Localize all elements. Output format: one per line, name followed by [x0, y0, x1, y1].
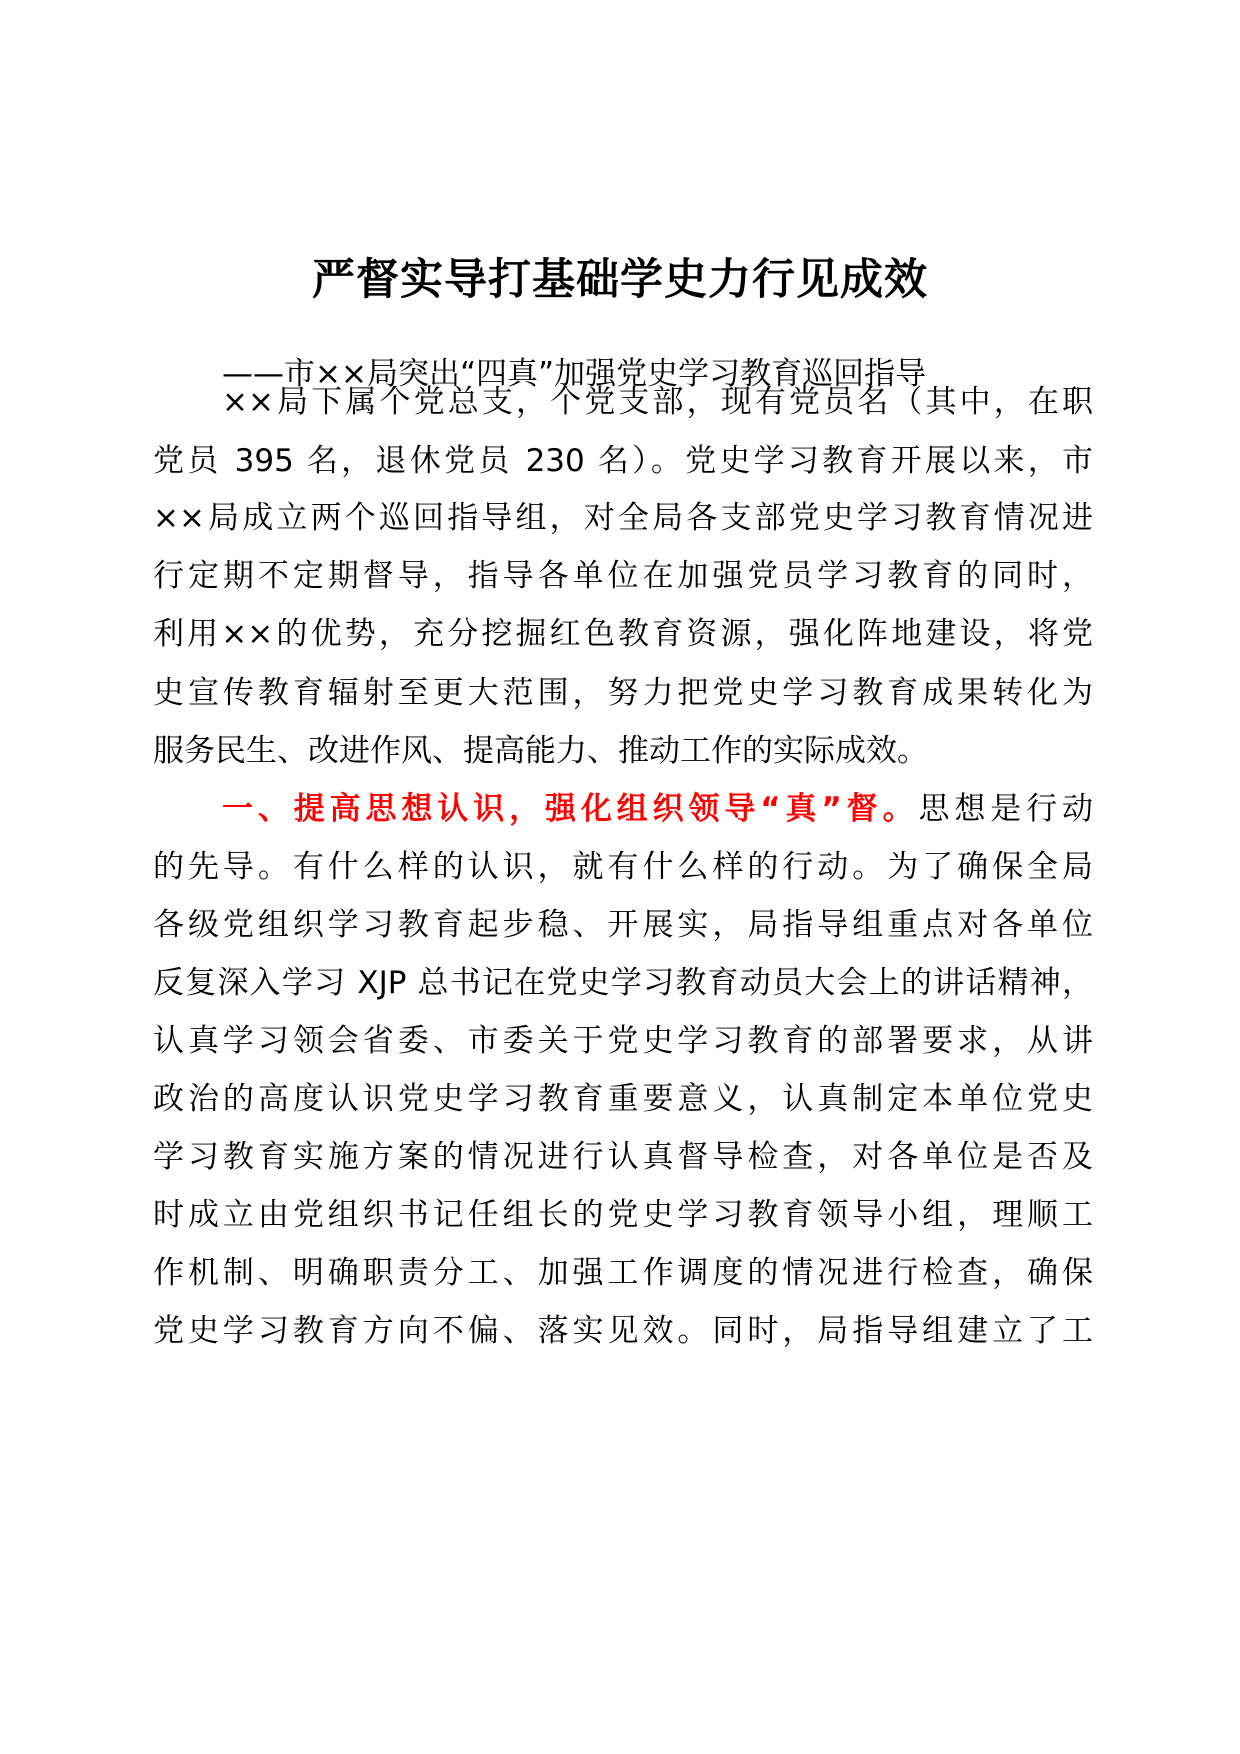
paragraph-2-line: 认真学习领会省委、市委关于党史学习教育的部署要求，从讲 — [153, 1023, 1093, 1059]
paragraph-1-line: 行定期不定期督导，指导各单位在加强党员学习教育的同时， — [153, 558, 1093, 594]
paragraph-1-line: ××局成立两个巡回指导组，对全局各支部党史学习教育情况进 — [153, 500, 1093, 536]
paragraph-2-first-line — [222, 785, 1093, 833]
paragraph-2-line: 的先导。有什么样的认识，就有什么样的行动。为了确保全局 — [153, 849, 1093, 885]
paragraph-1-line: 利用××的优势，充分挖掘红色教育资源，强化阵地建设，将党 — [153, 616, 1093, 652]
paragraph-2-line: 时成立由党组织书记任组长的党史学习教育领导小组，理顺工 — [153, 1197, 1093, 1233]
paragraph-2-line: 政治的高度认识党史学习教育重要意义，认真制定本单位党史 — [153, 1081, 1093, 1117]
paragraph-1-line: 党员 395 名，退休党员 230 名）。党史学习教育开展以来，市 — [153, 443, 1093, 479]
document-subtitle: ——市××局突出“四真”加强党史学习教育巡回指导 — [222, 356, 927, 392]
paragraph-2-line: 各级党组织学习教育起步稳、开展实，局指导组重点对各单位 — [153, 907, 1093, 943]
paragraph-1-line: 服务民生、改进作风、提高能力、推动工作的实际成效。 — [153, 733, 928, 769]
paragraph-1-line: ××局下属个党总支，个党支部，现有党员名（其中，在职 — [222, 384, 1093, 420]
document-title: 严督实导打基础学史力行见成效 — [312, 255, 928, 305]
paragraph-2-line: 反复深入学习 XJP 总书记在党史学习教育动员大会上的讲话精神， — [153, 965, 1093, 1001]
paragraph-2-line: 学习教育实施方案的情况进行认真督导检查，对各单位是否及 — [153, 1139, 1093, 1175]
section-heading: 一、提高思想认识，强化组织领导“真”督。 — [222, 791, 919, 827]
paragraph-1-line: 史宣传教育辐射至更大范围，努力把党史学习教育成果转化为 — [153, 675, 1093, 711]
paragraph-2-line: 作机制、明确职责分工、加强工作调度的情况进行检查，确保 — [153, 1255, 1093, 1291]
paragraph-2-first-line-text: 思想是行动 — [918, 791, 1094, 827]
paragraph-2-line: 党史学习教育方向不偏、落实见效。同时，局指导组建立了工 — [153, 1313, 1093, 1349]
